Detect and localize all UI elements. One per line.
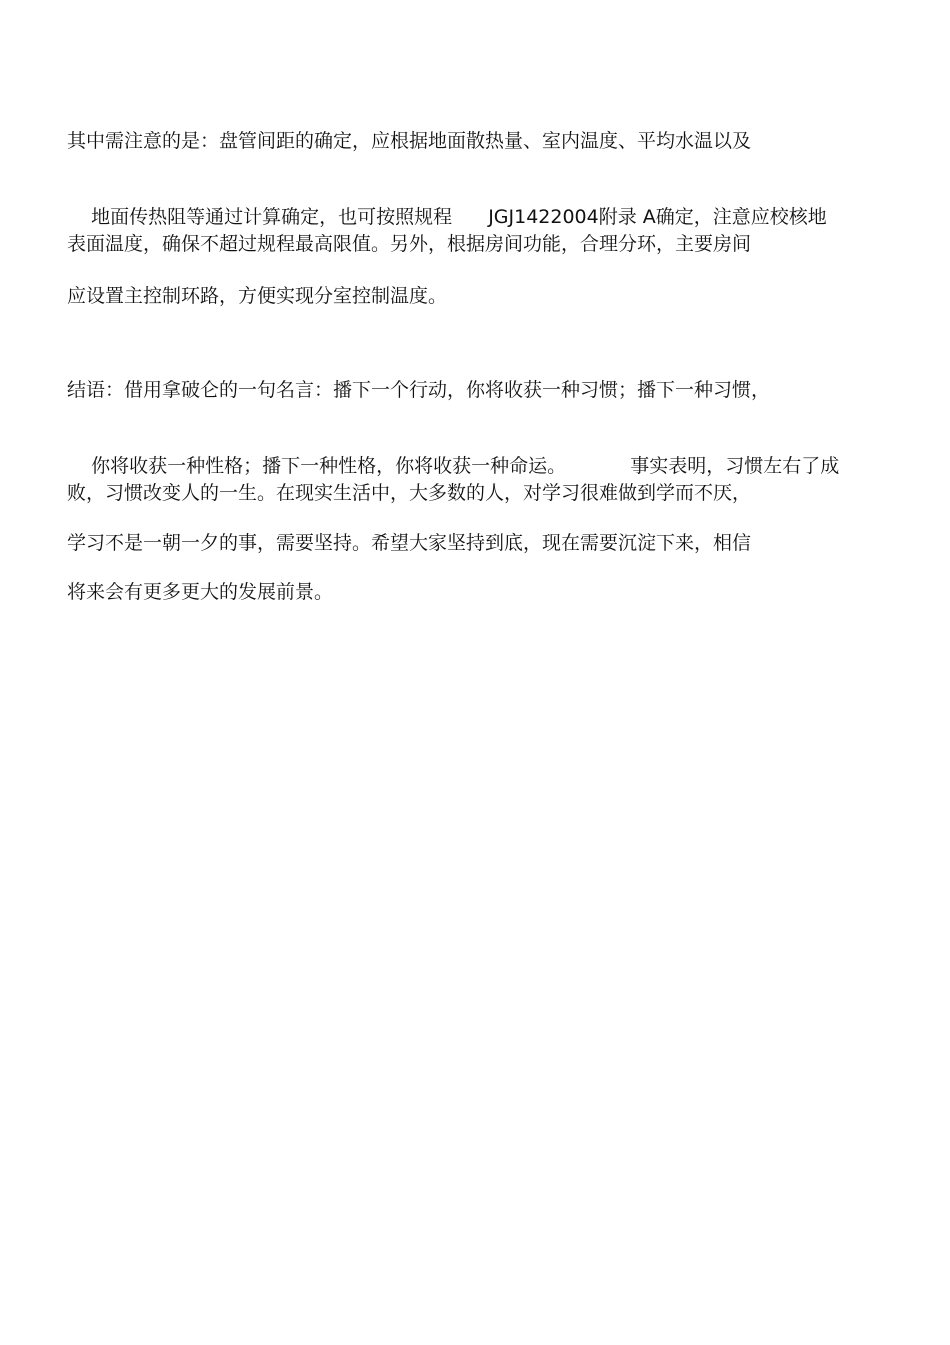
paragraph-2-line-3: 败，习惯改变人的一生。在现实生活中，大多数的人，对学习很难做到学而不厌， [67, 482, 752, 504]
paragraph-2-line-5: 将来会有更多更大的发展前景。 [67, 581, 334, 603]
paragraph-1-line-1: 其中需注意的是：盘管间距的确定，应根据地面散热量、室内温度、平均水温以及 [67, 130, 752, 152]
paragraph-1-line-3: 表面温度，确保不超过规程最高限值。另外，根据房间功能，合理分环，主要房间 [67, 233, 752, 255]
paragraph-1-line-2-part-b: JGJ1422004附录 A确定，注意应校核地 [488, 206, 827, 228]
paragraph-2-line-2-part-b: 事实表明，习惯左右了成 [630, 455, 840, 477]
paragraph-2-line-1: 结语：借用拿破仑的一句名言：播下一个行动，你将收获一种习惯；播下一种习惯， [67, 379, 771, 401]
paragraph-1-line-2-part-a: 地面传热阻等通过计算确定，也可按照规程 [91, 206, 453, 228]
paragraph-1-line-4: 应设置主控制环路，方便实现分室控制温度。 [67, 285, 448, 307]
paragraph-2-line-2-part-a: 你将收获一种性格；播下一种性格，你将收获一种命运。 [91, 455, 567, 477]
paragraph-2-line-4: 学习不是一朝一夕的事，需要坚持。希望大家坚持到底，现在需要沉淀下来，相信 [67, 532, 752, 554]
